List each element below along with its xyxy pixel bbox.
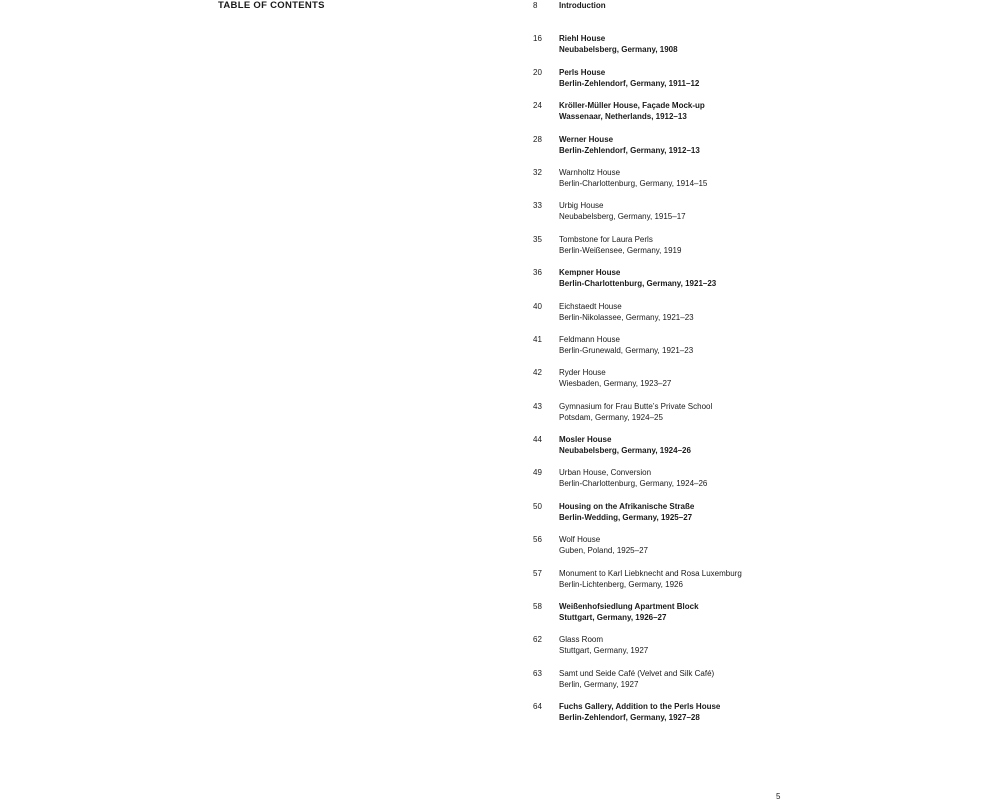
toc-entry-title: Gymnasium for Frau Butte’s Private School bbox=[559, 401, 713, 411]
toc-entry bbox=[533, 267, 953, 300]
toc-entry-text bbox=[559, 501, 953, 523]
toc-page-number: 20 bbox=[533, 67, 542, 77]
toc-page-number: 58 bbox=[533, 602, 542, 612]
toc-page-number: 41 bbox=[533, 334, 542, 344]
toc-entry-text bbox=[559, 601, 953, 623]
toc-entry-location: Neubabelsberg, Germany, 1915–17 bbox=[559, 212, 686, 222]
toc-entry bbox=[533, 467, 953, 500]
toc-entry-location: Berlin-Zehlendorf, Germany, 1927–28 bbox=[559, 713, 700, 723]
toc-page-number: 36 bbox=[533, 268, 542, 278]
page-number: 5 bbox=[776, 792, 781, 801]
toc-entry-text bbox=[559, 401, 953, 423]
toc-page-number: 24 bbox=[533, 101, 542, 111]
toc-page-number: 57 bbox=[533, 568, 542, 578]
toc-entry-location: Neubabelsberg, Germany, 1924–26 bbox=[559, 446, 691, 456]
toc-entry-title: Ryder House bbox=[559, 368, 606, 378]
toc-entry-title: Perls House bbox=[559, 67, 606, 77]
toc-entry bbox=[533, 668, 953, 701]
toc-page-number: 32 bbox=[533, 167, 542, 177]
toc-entry bbox=[533, 33, 953, 66]
toc-entry-location: Wiesbaden, Germany, 1923–27 bbox=[559, 379, 672, 389]
toc-page-number: 35 bbox=[533, 234, 542, 244]
toc-page-number: 33 bbox=[533, 201, 542, 211]
toc-entry-text bbox=[559, 100, 953, 122]
toc-entry-location: Berlin-Zehlendorf, Germany, 1911–12 bbox=[559, 78, 700, 88]
toc-entry-location: Berlin-Grunewald, Germany, 1921–23 bbox=[559, 345, 694, 355]
toc-entry-text bbox=[559, 0, 953, 11]
toc-page-number: 16 bbox=[533, 34, 542, 44]
toc-entry-location: Stuttgart, Germany, 1926–27 bbox=[559, 613, 667, 623]
toc-entry-text bbox=[559, 134, 953, 156]
toc-entry bbox=[533, 301, 953, 334]
toc-entry-text bbox=[559, 301, 953, 323]
toc-entry bbox=[533, 601, 953, 634]
toc-list bbox=[533, 0, 953, 735]
toc-entry-title: Riehl House bbox=[559, 34, 606, 44]
toc-entry-text bbox=[559, 33, 953, 55]
toc-page-number: 43 bbox=[533, 401, 542, 411]
toc-entry-title: Glass Room bbox=[559, 635, 604, 645]
toc-entry-title: Kröller-Müller House, Façade Mock-up bbox=[559, 101, 705, 111]
toc-entry-location: Wassenaar, Netherlands, 1912–13 bbox=[559, 112, 687, 122]
toc-entry-title: Samt und Seide Café (Velvet and Silk Café) bbox=[559, 668, 715, 678]
toc-entry-title: Monument to Karl Liebknecht and Rosa Luxemburg bbox=[559, 568, 742, 578]
toc-entry-text bbox=[559, 701, 953, 723]
toc-entry-title: Urbig House bbox=[559, 201, 604, 211]
toc-entry bbox=[533, 100, 953, 133]
toc-page-number: 49 bbox=[533, 468, 542, 478]
toc-entry-title: Eichstaedt House bbox=[559, 301, 622, 311]
toc-entry-title: Werner House bbox=[559, 134, 614, 144]
toc-entry-title: Mosler House bbox=[559, 435, 612, 445]
toc-entry bbox=[533, 401, 953, 434]
toc-entry-text bbox=[559, 467, 953, 489]
toc-entry-text bbox=[559, 634, 953, 656]
toc-entry-text bbox=[559, 334, 953, 356]
toc-entry-text bbox=[559, 67, 953, 89]
toc-entry bbox=[533, 0, 953, 33]
toc-entry-text bbox=[559, 668, 953, 690]
toc-entry-title: Feldmann House bbox=[559, 334, 620, 344]
toc-entry-title: Housing on the Afrikanische Straße bbox=[559, 501, 695, 511]
toc-entry bbox=[533, 334, 953, 367]
toc-entry-title: Warnholtz House bbox=[559, 167, 621, 177]
toc-entry-text bbox=[559, 434, 953, 456]
toc-entry bbox=[533, 501, 953, 534]
toc-page-number: 50 bbox=[533, 501, 542, 511]
toc-entry bbox=[533, 434, 953, 467]
toc-page-number: 8 bbox=[533, 1, 538, 10]
toc-entry-title: Tombstone for Laura Perls bbox=[559, 234, 653, 244]
toc-entry-title: Urban House, Conversion bbox=[559, 468, 652, 478]
toc-entry bbox=[533, 234, 953, 267]
toc-page-number: 56 bbox=[533, 535, 542, 545]
toc-page-number: 40 bbox=[533, 301, 542, 311]
toc-entry bbox=[533, 134, 953, 167]
toc-entry-location: Berlin-Wedding, Germany, 1925–27 bbox=[559, 512, 693, 522]
toc-entry bbox=[533, 634, 953, 667]
toc-entry-location: Berlin-Lichtenberg, Germany, 1926 bbox=[559, 579, 683, 589]
toc-entry-text bbox=[559, 534, 953, 556]
toc-entry bbox=[533, 200, 953, 233]
toc-entry bbox=[533, 568, 953, 601]
toc-entry-title: Introduction bbox=[559, 1, 606, 10]
toc-entry-location: Berlin-Charlottenburg, Germany, 1921–23 bbox=[559, 279, 717, 289]
toc-page-number: 28 bbox=[533, 134, 542, 144]
toc-entry bbox=[533, 167, 953, 200]
toc-page-number: 62 bbox=[533, 635, 542, 645]
toc-entry-location: Berlin, Germany, 1927 bbox=[559, 679, 639, 689]
toc-entry-location: Berlin-Charlottenburg, Germany, 1924–26 bbox=[559, 479, 708, 489]
toc-entry-location: Berlin-Zehlendorf, Germany, 1912–13 bbox=[559, 145, 700, 155]
toc-entry-location: Berlin-Weißensee, Germany, 1919 bbox=[559, 245, 682, 255]
toc-entry bbox=[533, 534, 953, 567]
toc-entry-location: Neubabelsberg, Germany, 1908 bbox=[559, 45, 678, 55]
toc-entry-title: Kempner House bbox=[559, 268, 621, 278]
toc-page-number: 64 bbox=[533, 702, 542, 712]
toc-entry-title: Wolf House bbox=[559, 535, 601, 545]
toc-entry-text bbox=[559, 367, 953, 389]
toc-entry bbox=[533, 367, 953, 400]
page-title: TABLE OF CONTENTS bbox=[218, 0, 325, 11]
toc-entry-text bbox=[559, 267, 953, 289]
toc-entry-text bbox=[559, 568, 953, 590]
toc-entry-location: Berlin-Charlottenburg, Germany, 1914–15 bbox=[559, 178, 708, 188]
toc-entry-location: Berlin-Nikolassee, Germany, 1921–23 bbox=[559, 312, 694, 322]
toc-entry-title: Fuchs Gallery, Addition to the Perls House bbox=[559, 702, 721, 712]
toc-entry-text bbox=[559, 234, 953, 256]
toc-entry-location: Stuttgart, Germany, 1927 bbox=[559, 646, 649, 656]
toc-page-number: 63 bbox=[533, 668, 542, 678]
toc-entry bbox=[533, 67, 953, 100]
toc-entry-title: Weißenhofsiedlung Apartment Block bbox=[559, 602, 699, 612]
toc-entry-text bbox=[559, 167, 953, 189]
toc-entry bbox=[533, 701, 953, 734]
toc-entry-location: Potsdam, Germany, 1924–25 bbox=[559, 412, 663, 422]
toc-entry-location: Guben, Poland, 1925–27 bbox=[559, 546, 648, 556]
toc-page-number: 44 bbox=[533, 435, 542, 445]
toc-page-number: 42 bbox=[533, 368, 542, 378]
toc-entry-text bbox=[559, 200, 953, 222]
